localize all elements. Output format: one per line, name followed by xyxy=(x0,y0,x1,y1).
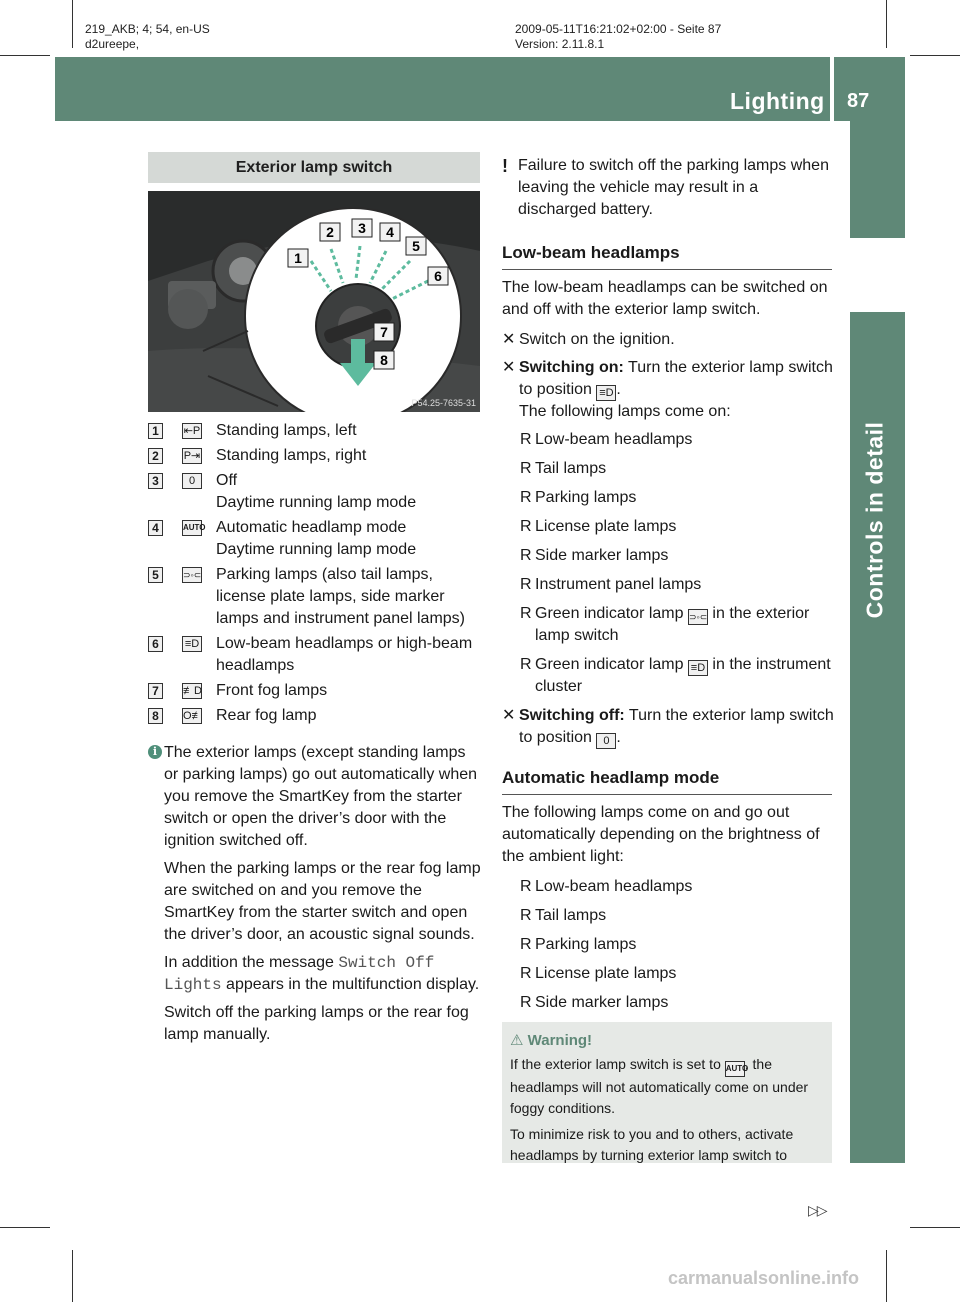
legend-item xyxy=(148,445,483,467)
note-text: In addition the message xyxy=(164,954,339,971)
legend-number: 8 xyxy=(148,708,163,724)
list-text: Low-beam headlamps xyxy=(535,878,693,895)
step-text: Turn the exterior lamp switch to position xyxy=(519,359,833,398)
legend-number: 6 xyxy=(148,636,163,652)
caution-text: Failure to switch off the parking lamps when leaving the vehicle may result in a discharged battery. xyxy=(518,157,829,218)
legend-text: Standing lamps, right xyxy=(216,447,367,464)
step-text: . xyxy=(616,729,621,746)
svg-text:6: 6 xyxy=(434,268,442,284)
low-beam-icon: ≡D xyxy=(688,660,708,676)
svg-text:3: 3 xyxy=(358,220,366,236)
list-item xyxy=(502,905,837,927)
legend-text-secondary: Daytime running lamp mode xyxy=(216,494,417,511)
legend-text: Rear fog lamp xyxy=(216,707,317,724)
list-item xyxy=(502,654,837,698)
crop-mark xyxy=(0,1227,50,1228)
list-text: Parking lamps xyxy=(535,489,637,506)
legend-number: 3 xyxy=(148,473,163,489)
step-arrow-icon: ✕ xyxy=(502,359,516,376)
bullet: R xyxy=(520,576,532,593)
auto-icon: AUTO xyxy=(725,1061,745,1077)
list-text: Green indicator lamp xyxy=(535,656,688,673)
page-title: Lighting xyxy=(730,88,825,114)
legend-list xyxy=(148,420,483,730)
note-text: appears in the multifunction display. xyxy=(221,976,480,993)
note-paragraph xyxy=(148,952,483,996)
list-item xyxy=(502,487,837,509)
legend-number: 2 xyxy=(148,448,163,464)
section-title: Exterior lamp switch xyxy=(148,152,480,183)
legend-text-secondary: Daytime running lamp mode xyxy=(216,541,417,558)
step-item xyxy=(502,329,837,351)
warning-heading xyxy=(510,1030,826,1051)
legend-number: 7 xyxy=(148,683,163,699)
crop-mark xyxy=(910,55,960,56)
list-item xyxy=(502,992,837,1014)
legend-number: 1 xyxy=(148,423,163,439)
standing-lamps-right-icon: P⇥ xyxy=(183,450,201,462)
meta-line: Version: 2.11.8.1 xyxy=(515,37,605,51)
warning-text-part: If the exterior lamp switch is set to xyxy=(510,1056,725,1072)
warning-text: To minimize risk to you and to others, activate headlamps by turning exterior lamp switch to xyxy=(510,1126,794,1163)
warning-triangle-icon: ⚠ xyxy=(510,1032,524,1049)
bullet: R xyxy=(520,965,532,982)
svg-text:2: 2 xyxy=(326,224,334,240)
crop-mark xyxy=(886,1250,887,1302)
bullet: R xyxy=(520,605,532,622)
parking-lamps-icon: ⊃◦⊂ xyxy=(688,609,708,625)
bullet: R xyxy=(520,489,532,506)
list-text: Green indicator lamp xyxy=(535,605,688,622)
low-beam-icon: ≡D xyxy=(596,385,616,401)
bullet: R xyxy=(520,547,532,564)
list-text: in the instrument cluster xyxy=(535,656,831,695)
list-text: Instrument panel lamps xyxy=(535,576,702,593)
step-item xyxy=(502,705,837,749)
bullet: R xyxy=(520,994,532,1011)
crop-mark xyxy=(0,55,50,56)
meta-line: d2ureepe, xyxy=(85,37,140,51)
list-item xyxy=(502,963,837,985)
step-item xyxy=(502,357,837,423)
intro-text: The following lamps come on and go out automatically depending on the brightness of the ambient light: xyxy=(502,804,820,865)
step-arrow-icon: ✕ xyxy=(502,707,516,724)
legend-item xyxy=(148,564,483,630)
lamp-switch-photo xyxy=(148,191,480,412)
step-text: . xyxy=(616,381,621,398)
legend-text: Parking lamps (also tail lamps, license plate lamps, side marker lamps and instrument panel lamps) xyxy=(216,566,466,627)
auto-mode-section xyxy=(502,802,837,1021)
page-number: 87 xyxy=(847,90,870,112)
list-item xyxy=(502,458,837,480)
continue-arrow-icon: ▷▷ xyxy=(808,1202,826,1218)
bullet: R xyxy=(520,878,532,895)
svg-text:5: 5 xyxy=(412,238,420,254)
legend-text: Automatic headlamp mode xyxy=(216,519,407,536)
auto-icon: AUTO xyxy=(182,520,202,536)
display-message: Switch Off Lights xyxy=(164,954,435,994)
note-paragraph: When the parking lamps or the rear fog lamp are switched on and you remove the SmartKey from the starter switch and open the driver’s door, an acoustic signal sounds. xyxy=(164,860,481,943)
info-note xyxy=(148,742,483,1052)
warning-text xyxy=(510,1054,826,1119)
legend-text: Off xyxy=(216,472,238,489)
legend-number: 5 xyxy=(148,567,163,583)
bullet: R xyxy=(520,936,532,953)
bullet: R xyxy=(520,460,532,477)
legend-number: 4 xyxy=(148,520,163,536)
legend-text: Low-beam headlamps or high-beam headlamps xyxy=(216,635,473,674)
warning-title: Warning! xyxy=(527,1032,593,1049)
caution-note xyxy=(502,155,837,221)
list-item xyxy=(502,429,837,451)
watermark: carmanualsonline.info xyxy=(668,1268,860,1288)
photo-code: P54.25-7635-31 xyxy=(411,398,476,408)
list-text: Side marker lamps xyxy=(535,547,669,564)
crop-mark xyxy=(72,0,73,48)
list-text: in the exterior lamp switch xyxy=(535,605,810,644)
crop-mark xyxy=(72,1250,73,1302)
bullet: R xyxy=(520,518,532,535)
off-icon: 0 xyxy=(182,473,202,489)
svg-text:4: 4 xyxy=(386,224,394,240)
list-text: Tail lamps xyxy=(535,907,607,924)
intro-text: The low-beam headlamps can be switched on and off with the exterior lamp switch. xyxy=(502,279,828,318)
legend-item xyxy=(148,470,483,514)
meta-line: 2009-05-11T16:21:02+02:00 - Seite 87 xyxy=(515,22,722,36)
bullet: R xyxy=(520,907,532,924)
dashboard-illustration xyxy=(148,191,480,412)
list-item xyxy=(502,516,837,538)
list-item xyxy=(502,574,837,596)
off-icon: 0 xyxy=(596,733,616,749)
crop-mark xyxy=(886,0,887,48)
step-arrow-icon: ✕ xyxy=(502,331,516,348)
header-divider xyxy=(830,57,834,121)
list-text: License plate lamps xyxy=(535,965,677,982)
heading-low-beam: Low-beam headlamps xyxy=(502,243,832,270)
legend-item xyxy=(148,680,483,702)
svg-text:1: 1 xyxy=(294,250,302,266)
crop-mark xyxy=(910,1227,960,1228)
list-item xyxy=(502,545,837,567)
legend-text: Standing lamps, left xyxy=(216,422,357,439)
step-label: Switching on: xyxy=(519,359,624,376)
list-item xyxy=(502,876,837,898)
rear-fog-icon: O≢ xyxy=(183,710,203,722)
list-text: Side marker lamps xyxy=(535,994,669,1011)
print-meta-right xyxy=(515,22,721,52)
front-fog-icon: ≢D xyxy=(183,685,202,697)
list-item xyxy=(502,934,837,956)
legend-item xyxy=(148,420,483,442)
low-beam-icon: ≡D xyxy=(182,636,202,652)
note-paragraph: Switch off the parking lamps or the rear fog lamp manually. xyxy=(164,1004,469,1043)
step-label: Switching off: xyxy=(519,707,625,724)
meta-line: 219_AKB; 4; 54, en-US xyxy=(85,22,210,36)
warning-box xyxy=(502,1022,832,1163)
bullet: R xyxy=(520,656,532,673)
svg-text:8: 8 xyxy=(380,352,388,368)
list-item xyxy=(502,603,837,647)
list-text: Low-beam headlamps xyxy=(535,431,693,448)
list-text: Parking lamps xyxy=(535,936,637,953)
sidebar-label: Controls in detail xyxy=(861,421,888,619)
warning-text-part: , the headlamps will not automatically come on under foggy conditions. xyxy=(510,1056,809,1116)
legend-item xyxy=(148,633,483,677)
note-paragraph: The exterior lamps (except standing lamps or parking lamps) go out automatically when you remove the SmartKey from the starter switch or open the driver’s door with the ignition switched off. xyxy=(164,744,478,849)
step-text: Switch on the ignition. xyxy=(519,331,675,348)
bullet: R xyxy=(520,431,532,448)
sidebar-tab xyxy=(850,238,905,312)
print-meta-left xyxy=(85,22,210,52)
list-text: License plate lamps xyxy=(535,518,677,535)
legend-item xyxy=(148,705,483,727)
svg-text:7: 7 xyxy=(380,324,388,340)
heading-auto-mode: Automatic headlamp mode xyxy=(502,768,832,795)
legend-text: Front fog lamps xyxy=(216,682,328,699)
info-icon: i xyxy=(148,745,162,759)
legend-item xyxy=(148,517,483,561)
step-text: Turn the exterior lamp switch to position xyxy=(519,707,834,746)
exclamation-icon: ! xyxy=(502,156,508,176)
standing-lamps-left-icon: ⇤P xyxy=(183,425,201,437)
step-text: The following lamps come on: xyxy=(519,403,731,420)
list-text: Tail lamps xyxy=(535,460,607,477)
parking-lamps-icon: ⊃◦⊂ xyxy=(182,567,202,583)
low-beam-section xyxy=(502,277,837,755)
